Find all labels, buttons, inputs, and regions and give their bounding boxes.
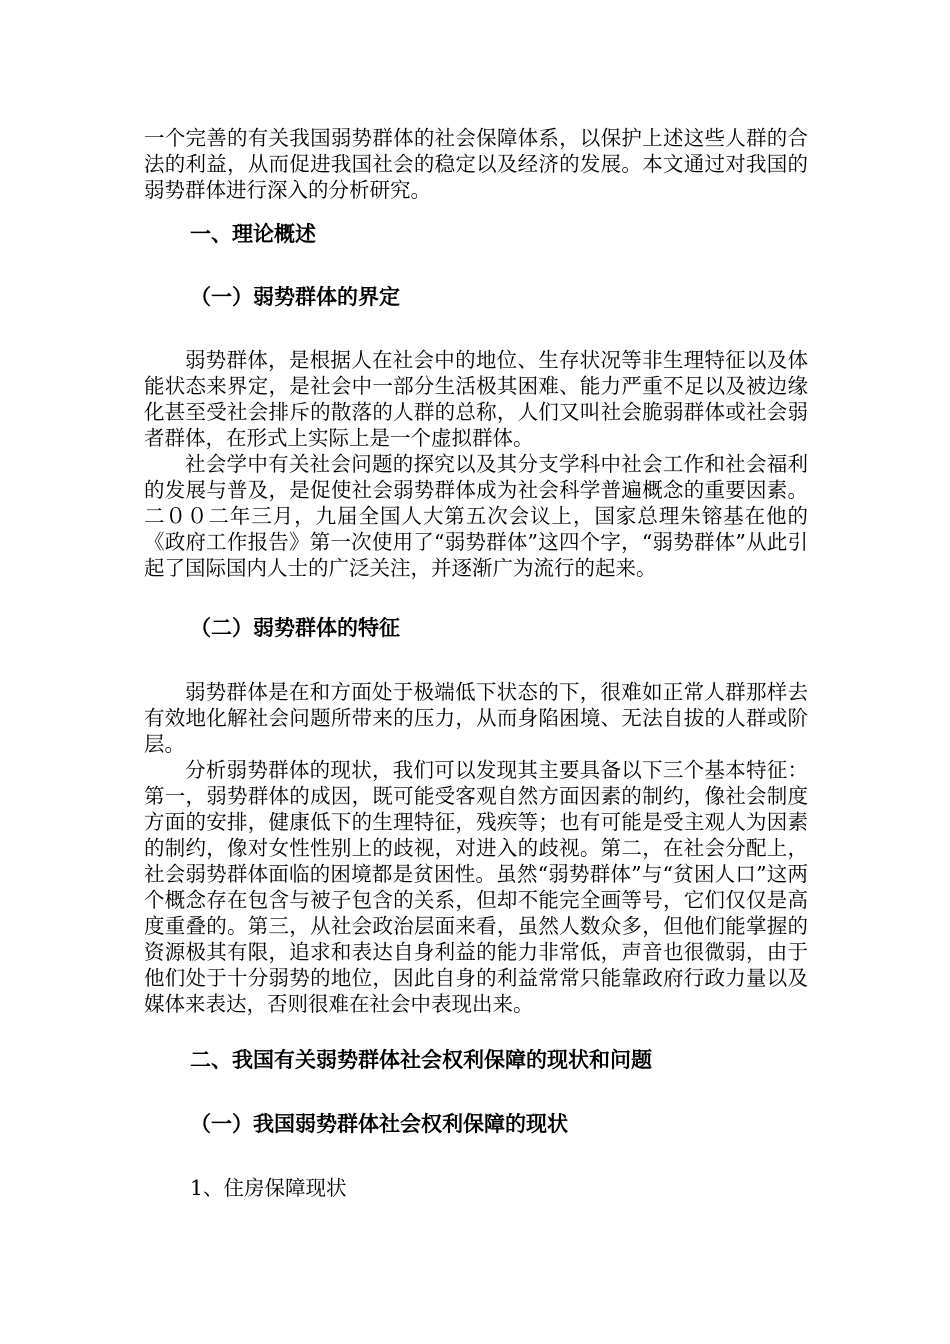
section-heading-status-problems: 二、我国有关弱势群体社会权利保障的现状和问题 (190, 1047, 652, 1072)
subsection-heading-definition: （一）弱势群体的界定 (190, 284, 400, 309)
characteristics-paragraph-1: 弱势群体是在和方面处于极端低下状态的下，很难如正常人群那样去有效地化解社会问题所带来的压力，从而身陷困境、无法自拔的人群或阶层。 (144, 680, 808, 756)
item-heading-housing: 1、住房保障现状 (190, 1176, 347, 1200)
definition-paragraph-1: 弱势群体，是根据人在社会中的地位、生存状况等非生理特征以及体能状态来界定，是社会中一部分生活极其困难、能力严重不足以及被边缘化甚至受社会排斥的散落的人群的总称，人们又叫社会脆弱群体或社会弱者群体，在形式上实际上是一个虚拟群体。 (144, 348, 808, 450)
subsection-heading-characteristics: （二）弱势群体的特征 (190, 615, 400, 640)
subsection-heading-status: （一）我国弱势群体社会权利保障的现状 (190, 1111, 568, 1136)
definition-paragraph-2: 社会学中有关社会问题的探究以及其分支学科中社会工作和社会福利的发展与普及，是促使社会弱势群体成为社会科学普遍概念的重要因素。二００二年三月，九届全国人大第五次会议上，国家总理朱镕基在他的《政府工作报告》第一次使用了“弱势群体”这四个字，“弱势群体”从此引起了国际国内人士的广泛关注，并逐渐广为流行的起来。 (144, 452, 808, 580)
characteristics-paragraph-2: 分析弱势群体的现状，我们可以发现其主要具备以下三个基本特征：第一，弱势群体的成因，既可能受客观自然方面因素的制约，像社会制度方面的安排，健康低下的生理特征，残疾等；也有可能是受主观人为因素的制约，像对女性性别上的歧视，对进入的歧视。第二，在社会分配上，社会弱势群体面临的困境都是贫困性。虽然“弱势群体”与“贫困人口”这两个概念存在包含与被子包含的关系，但却不能完全画等号，它们仅仅是高度重叠的。第三，从社会政治层面来看，虽然人数众多，但他们能掌握的资源极其有限，追求和表达自身利益的能力非常低，声音也很微弱，由于他们处于十分弱势的地位，因此自身的利益常常只能靠政府行政力量以及媒体来表达，否则很难在社会中表现出来。 (144, 758, 808, 1016)
section-heading-theory: 一、理论概述 (190, 221, 316, 246)
intro-paragraph: 一个完善的有关我国弱势群体的社会保障体系，以保护上述这些人群的合法的利益，从而促进我国社会的稳定以及经济的发展。本文通过对我国的弱势群体进行深入的分析研究。 (144, 126, 808, 202)
